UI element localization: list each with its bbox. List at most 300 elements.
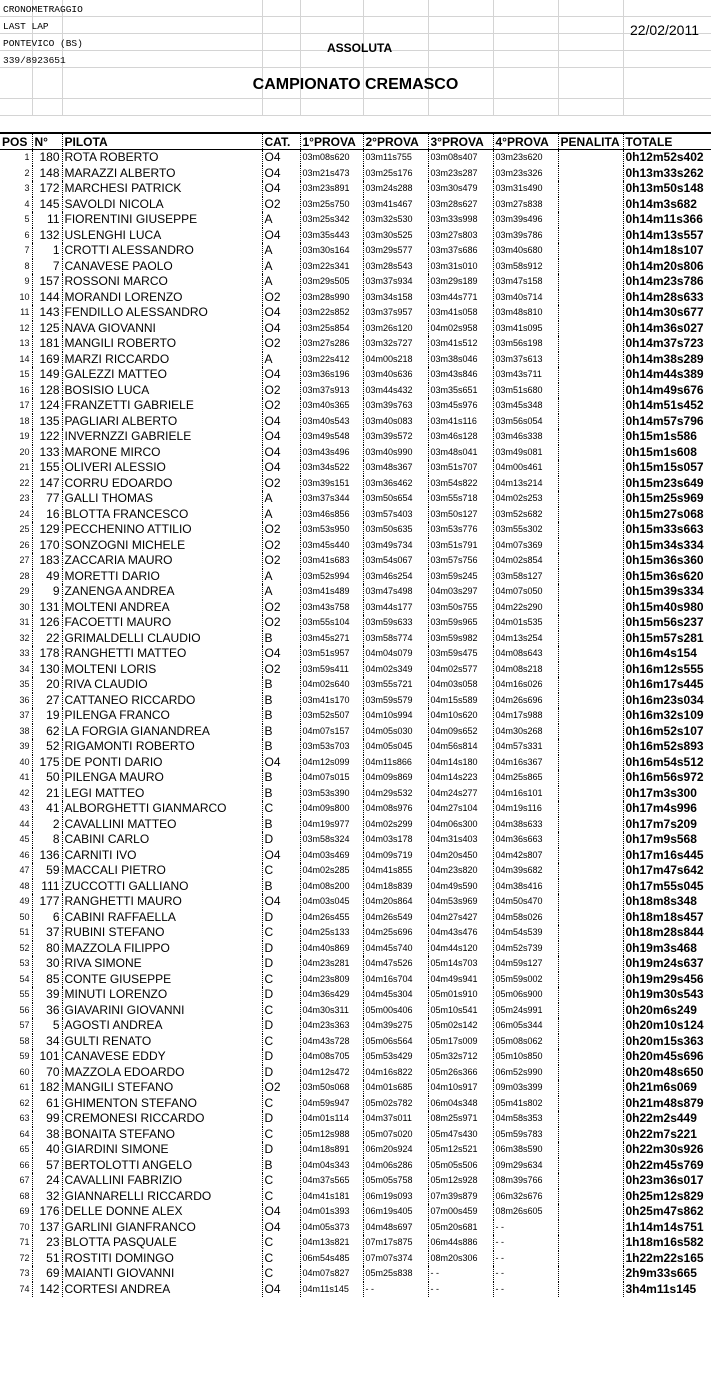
cell-pilot: MOLTENI LORIS bbox=[62, 662, 262, 678]
cell-total: 2h9m33s665 bbox=[623, 1266, 711, 1282]
cell-num: 39 bbox=[32, 987, 62, 1003]
cell-p2: 04m06s286 bbox=[363, 1158, 428, 1174]
cell-total: 0h14m20s806 bbox=[623, 259, 711, 275]
cell-p4: 06m32s676 bbox=[493, 1189, 558, 1205]
cell-p2: 04m26s549 bbox=[363, 910, 428, 926]
table-row bbox=[0, 956, 711, 972]
cell-pilot: GRIMALDELLI CLAUDIO bbox=[62, 631, 262, 647]
table-row bbox=[0, 553, 711, 569]
cell-p4: 04m07s050 bbox=[493, 584, 558, 600]
cell-p1: 03m23s891 bbox=[300, 181, 363, 197]
cell-penalty bbox=[558, 956, 623, 972]
table-row bbox=[0, 383, 711, 399]
cell-penalty bbox=[558, 786, 623, 802]
cell-cat: C bbox=[262, 801, 300, 817]
table-row bbox=[0, 569, 711, 585]
cell-p3: 04m27s104 bbox=[428, 801, 493, 817]
cell-p2: 03m24s288 bbox=[363, 181, 428, 197]
cell-num: 135 bbox=[32, 414, 62, 430]
table-row bbox=[0, 491, 711, 507]
cell-p3: 04m03s297 bbox=[428, 584, 493, 600]
cell-num: 77 bbox=[32, 491, 62, 507]
cell-p4: 05m10s850 bbox=[493, 1049, 558, 1065]
cell-p3: - - bbox=[428, 1266, 493, 1282]
cell-pilot: ROSTITI DOMINGO bbox=[62, 1251, 262, 1267]
cell-num: 32 bbox=[32, 1189, 62, 1205]
cell-p3: 03m35s651 bbox=[428, 383, 493, 399]
cell-p4: 03m37s613 bbox=[493, 352, 558, 368]
cell-p4: 04m19s116 bbox=[493, 801, 558, 817]
cell-p1: 03m37s913 bbox=[300, 383, 363, 399]
cell-p3: 03m37s686 bbox=[428, 243, 493, 259]
cell-p3: 03m54s822 bbox=[428, 476, 493, 492]
cell-p3: 05m32s712 bbox=[428, 1049, 493, 1065]
cell-cat: B bbox=[262, 631, 300, 647]
cell-p1: 04m12s099 bbox=[300, 755, 363, 771]
cell-penalty bbox=[558, 770, 623, 786]
cell-penalty bbox=[558, 460, 623, 476]
cell-num: 172 bbox=[32, 181, 62, 197]
cell-total: 0h14m44s389 bbox=[623, 367, 711, 383]
table-row bbox=[0, 1065, 711, 1081]
cell-penalty bbox=[558, 1158, 623, 1174]
cell-p2: 03m25s176 bbox=[363, 166, 428, 182]
cell-cat: B bbox=[262, 786, 300, 802]
cell-pilot: GHIMENTON STEFANO bbox=[62, 1096, 262, 1112]
cell-penalty bbox=[558, 941, 623, 957]
cell-p1: 04m36s429 bbox=[300, 987, 363, 1003]
cell-p3: 03m59s982 bbox=[428, 631, 493, 647]
cell-cat: C bbox=[262, 1096, 300, 1112]
cell-p4: 04m16s026 bbox=[493, 677, 558, 693]
cell-p3: 03m43s846 bbox=[428, 367, 493, 383]
cell-penalty bbox=[558, 1003, 623, 1019]
cell-p4: 03m43s711 bbox=[493, 367, 558, 383]
cell-p1: 03m53s950 bbox=[300, 522, 363, 538]
cell-cat: O4 bbox=[262, 166, 300, 182]
cell-penalty bbox=[558, 1034, 623, 1050]
cell-p2: 04m47s526 bbox=[363, 956, 428, 972]
cell-cat: B bbox=[262, 879, 300, 895]
cell-total: 0h15m56s237 bbox=[623, 615, 711, 631]
cell-p1: 04m43s728 bbox=[300, 1034, 363, 1050]
table-row bbox=[0, 197, 711, 213]
cell-p1: 04m12s472 bbox=[300, 1065, 363, 1081]
cell-pilot: CANAVESE PAOLO bbox=[62, 259, 262, 275]
cell-pos: 1 bbox=[24, 152, 30, 163]
cell-p3: 03m41s058 bbox=[428, 305, 493, 321]
cell-cat: O4 bbox=[262, 755, 300, 771]
cell-p2: 03m44s177 bbox=[363, 600, 428, 616]
cell-p4: 09m29s634 bbox=[493, 1158, 558, 1174]
cell-cat: B bbox=[262, 1158, 300, 1174]
cell-penalty bbox=[558, 538, 623, 554]
cell-cat: O2 bbox=[262, 383, 300, 399]
header-location: PONTEVICO (BS) bbox=[3, 38, 83, 49]
cell-pos: 2 bbox=[24, 167, 30, 178]
col-p1: 1°PROVA bbox=[300, 133, 363, 150]
cell-p3: 04m23s820 bbox=[428, 863, 493, 879]
cell-pilot: BOSISIO LUCA bbox=[62, 383, 262, 399]
cell-pilot: MORETTI DARIO bbox=[62, 569, 262, 585]
cell-pilot: PECCHENINO ATTILIO bbox=[62, 522, 262, 538]
cell-p2: 04m01s685 bbox=[363, 1080, 428, 1096]
cell-p4: 03m39s786 bbox=[493, 228, 558, 244]
cell-total: 1h18m16s582 bbox=[623, 1235, 711, 1251]
cell-num: 177 bbox=[32, 894, 62, 910]
table-row bbox=[0, 1173, 711, 1189]
cell-pilot: CABINI CARLO bbox=[62, 832, 262, 848]
cell-p2: 03m48s367 bbox=[363, 460, 428, 476]
cell-p3: 03m57s756 bbox=[428, 553, 493, 569]
cell-p2: 04m45s740 bbox=[363, 941, 428, 957]
table-row bbox=[0, 476, 711, 492]
cell-p2: 04m04s079 bbox=[363, 646, 428, 662]
cell-p3: 03m41s512 bbox=[428, 336, 493, 352]
cell-pos: 46 bbox=[19, 849, 30, 860]
table-row bbox=[0, 1220, 711, 1236]
cell-p3: 03m59s475 bbox=[428, 646, 493, 662]
cell-pos: 23 bbox=[19, 493, 30, 504]
cell-pos: 17 bbox=[19, 400, 30, 411]
cell-p3: 04m24s277 bbox=[428, 786, 493, 802]
cell-cat: O4 bbox=[262, 848, 300, 864]
cell-p1: 03m41s489 bbox=[300, 584, 363, 600]
cell-p2: 03m47s498 bbox=[363, 584, 428, 600]
table-row bbox=[0, 538, 711, 554]
cell-p3: 04m43s476 bbox=[428, 925, 493, 941]
cell-pilot: AGOSTI ANDREA bbox=[62, 1018, 262, 1034]
cell-num: 85 bbox=[32, 972, 62, 988]
cell-p2: 03m37s957 bbox=[363, 305, 428, 321]
cell-p3: 04m02s577 bbox=[428, 662, 493, 678]
cell-p3: 03m31s010 bbox=[428, 259, 493, 275]
table-row bbox=[0, 1189, 711, 1205]
cell-p4: 05m41s802 bbox=[493, 1096, 558, 1112]
cell-penalty bbox=[558, 863, 623, 879]
cell-p4: 04m38s633 bbox=[493, 817, 558, 833]
cell-total: 0h17m7s209 bbox=[623, 817, 711, 833]
cell-cat: O2 bbox=[262, 197, 300, 213]
table-row bbox=[0, 414, 711, 430]
cell-total: 0h16m4s154 bbox=[623, 646, 711, 662]
cell-penalty bbox=[558, 274, 623, 290]
cell-penalty bbox=[558, 1049, 623, 1065]
col-pilot: PILOTA bbox=[62, 133, 262, 150]
cell-num: 20 bbox=[32, 677, 62, 693]
cell-p4: 04m58s026 bbox=[493, 910, 558, 926]
cell-pilot: FACOETTI MAURO bbox=[62, 615, 262, 631]
cell-p1: 03m49s548 bbox=[300, 429, 363, 445]
cell-pos: 65 bbox=[19, 1144, 30, 1155]
cell-num: 52 bbox=[32, 739, 62, 755]
cell-num: 37 bbox=[32, 925, 62, 941]
cell-cat: O2 bbox=[262, 600, 300, 616]
table-row bbox=[0, 1266, 711, 1282]
cell-p3: - - bbox=[428, 1282, 493, 1298]
cell-p2: 07m17s875 bbox=[363, 1235, 428, 1251]
cell-pilot: CATTANEO RICCARDO bbox=[62, 693, 262, 709]
cell-cat: O4 bbox=[262, 1220, 300, 1236]
cell-p2: 03m55s721 bbox=[363, 677, 428, 693]
cell-p1: 03m58s324 bbox=[300, 832, 363, 848]
cell-penalty bbox=[558, 1282, 623, 1298]
cell-cat: O4 bbox=[262, 150, 300, 166]
cell-p4: 04m42s807 bbox=[493, 848, 558, 864]
cell-pos: 38 bbox=[19, 725, 30, 736]
cell-num: 178 bbox=[32, 646, 62, 662]
cell-p4: 04m17s988 bbox=[493, 708, 558, 724]
cell-penalty bbox=[558, 1235, 623, 1251]
cell-total: 0h15m40s980 bbox=[623, 600, 711, 616]
cell-pos: 33 bbox=[19, 648, 30, 659]
cell-pilot: CORRU EDOARDO bbox=[62, 476, 262, 492]
cell-total: 0h15m34s334 bbox=[623, 538, 711, 554]
cell-p2: 03m28s543 bbox=[363, 259, 428, 275]
cell-total: 0h14m11s366 bbox=[623, 212, 711, 228]
table-row bbox=[0, 1003, 711, 1019]
event-date: 22/02/2011 bbox=[629, 22, 699, 38]
cell-pos: 14 bbox=[19, 353, 30, 364]
cell-num: 170 bbox=[32, 538, 62, 554]
cell-pilot: PILENGA FRANCO bbox=[62, 708, 262, 724]
cell-total: 0h21m6s069 bbox=[623, 1080, 711, 1096]
cell-pos: 11 bbox=[20, 307, 30, 318]
cell-p1: 04m25s133 bbox=[300, 925, 363, 941]
cell-total: 0h14m49s676 bbox=[623, 383, 711, 399]
cell-pos: 7 bbox=[24, 245, 30, 256]
cell-p1: 04m23s809 bbox=[300, 972, 363, 988]
col-num: N° bbox=[32, 133, 62, 150]
cell-p2: 04m05s030 bbox=[363, 724, 428, 740]
cell-pilot: GALLI THOMAS bbox=[62, 491, 262, 507]
cell-penalty bbox=[558, 987, 623, 1003]
cell-p2: 03m58s774 bbox=[363, 631, 428, 647]
cell-pilot: CAVALLINI FABRIZIO bbox=[62, 1173, 262, 1189]
cell-penalty bbox=[558, 569, 623, 585]
cell-p1: 04m23s363 bbox=[300, 1018, 363, 1034]
cell-num: 41 bbox=[32, 801, 62, 817]
table-row bbox=[0, 770, 711, 786]
cell-p1: 03m08s620 bbox=[300, 150, 363, 166]
cell-penalty bbox=[558, 228, 623, 244]
cell-p1: 03m27s286 bbox=[300, 336, 363, 352]
table-row bbox=[0, 166, 711, 182]
table-row bbox=[0, 786, 711, 802]
cell-total: 0h15m57s281 bbox=[623, 631, 711, 647]
cell-penalty bbox=[558, 429, 623, 445]
cell-p2: 04m45s304 bbox=[363, 987, 428, 1003]
cell-total: 0h15m23s649 bbox=[623, 476, 711, 492]
cell-p4: 03m23s326 bbox=[493, 166, 558, 182]
cell-pilot: INVERNZZI GABRIELE bbox=[62, 429, 262, 445]
cell-num: 144 bbox=[32, 290, 62, 306]
cell-total: 0h25m12s829 bbox=[623, 1189, 711, 1205]
cell-penalty bbox=[558, 848, 623, 864]
cell-total: 0h14m13s557 bbox=[623, 228, 711, 244]
cell-p1: 03m41s683 bbox=[300, 553, 363, 569]
col-cat: CAT. bbox=[262, 133, 300, 150]
cell-penalty bbox=[558, 150, 623, 166]
cell-penalty bbox=[558, 615, 623, 631]
cell-p1: 03m46s856 bbox=[300, 507, 363, 523]
cell-p4: 04m02s854 bbox=[493, 553, 558, 569]
cell-total: 0h22m7s221 bbox=[623, 1127, 711, 1143]
cell-total: 0h18m8s348 bbox=[623, 894, 711, 910]
cell-p2: 04m02s299 bbox=[363, 817, 428, 833]
cell-p4: 04m08s643 bbox=[493, 646, 558, 662]
cell-num: 36 bbox=[32, 1003, 62, 1019]
table-row bbox=[0, 1096, 711, 1112]
cell-p2: 03m34s158 bbox=[363, 290, 428, 306]
cell-pos: 37 bbox=[19, 710, 30, 721]
cell-p2: 03m59s579 bbox=[363, 693, 428, 709]
table-row bbox=[0, 646, 711, 662]
cell-p2: 03m40s636 bbox=[363, 367, 428, 383]
cell-p3: 03m33s998 bbox=[428, 212, 493, 228]
cell-pos: 47 bbox=[19, 865, 30, 876]
cell-p2: 04m29s532 bbox=[363, 786, 428, 802]
cell-num: 2 bbox=[32, 817, 62, 833]
cell-pilot: CARNITI IVO bbox=[62, 848, 262, 864]
cell-pos: 61 bbox=[19, 1082, 30, 1093]
table-row bbox=[0, 1251, 711, 1267]
cell-pos: 59 bbox=[19, 1051, 30, 1062]
cell-num: 148 bbox=[32, 166, 62, 182]
results-body bbox=[0, 150, 711, 1298]
cell-pos: 73 bbox=[19, 1268, 30, 1279]
cell-p4: 04m13s254 bbox=[493, 631, 558, 647]
cell-pos: 45 bbox=[19, 834, 30, 845]
cell-p3: 04m10s917 bbox=[428, 1080, 493, 1096]
cell-p1: 04m01s114 bbox=[300, 1111, 363, 1127]
cell-p1: 04m05s373 bbox=[300, 1220, 363, 1236]
cell-penalty bbox=[558, 507, 623, 523]
cell-p3: 06m04s348 bbox=[428, 1096, 493, 1112]
cell-p3: 03m55s718 bbox=[428, 491, 493, 507]
cell-total: 0h14m57s796 bbox=[623, 414, 711, 430]
cell-pos: 50 bbox=[19, 911, 30, 922]
cell-p3: 04m27s427 bbox=[428, 910, 493, 926]
cell-pilot: PILENGA MAURO bbox=[62, 770, 262, 786]
cell-p2: 04m37s011 bbox=[363, 1111, 428, 1127]
cell-p4: 05m08s062 bbox=[493, 1034, 558, 1050]
cell-pos: 8 bbox=[24, 260, 30, 271]
table-row bbox=[0, 708, 711, 724]
table-row bbox=[0, 879, 711, 895]
cell-pos: 36 bbox=[19, 694, 30, 705]
cell-pos: 68 bbox=[19, 1190, 30, 1201]
cell-total: 0h17m9s568 bbox=[623, 832, 711, 848]
cell-p3: 05m01s910 bbox=[428, 987, 493, 1003]
cell-cat: O4 bbox=[262, 305, 300, 321]
cell-p4: 03m56s054 bbox=[493, 414, 558, 430]
cell-p4: 04m13s214 bbox=[493, 476, 558, 492]
cell-num: 122 bbox=[32, 429, 62, 445]
cell-num: 19 bbox=[32, 708, 62, 724]
cell-num: 155 bbox=[32, 460, 62, 476]
cell-pilot: GALEZZI MATTEO bbox=[62, 367, 262, 383]
cell-cat: O4 bbox=[262, 181, 300, 197]
cell-p2: 03m40s990 bbox=[363, 445, 428, 461]
cell-p2: 03m32s530 bbox=[363, 212, 428, 228]
cell-num: 130 bbox=[32, 662, 62, 678]
cell-p3: 04m06s300 bbox=[428, 817, 493, 833]
cell-p4: 03m40s680 bbox=[493, 243, 558, 259]
cell-p1: 04m09s800 bbox=[300, 801, 363, 817]
cell-p2: 06m20s924 bbox=[363, 1142, 428, 1158]
cell-p1: 03m40s543 bbox=[300, 414, 363, 430]
cell-pos: 71 bbox=[19, 1237, 30, 1248]
cell-p3: 03m23s287 bbox=[428, 166, 493, 182]
cell-p2: 03m29s577 bbox=[363, 243, 428, 259]
cell-p1: 03m39s151 bbox=[300, 476, 363, 492]
cell-penalty bbox=[558, 336, 623, 352]
cell-p3: 04m31s403 bbox=[428, 832, 493, 848]
cell-p1: 04m19s977 bbox=[300, 817, 363, 833]
cell-total: 0h14m30s677 bbox=[623, 305, 711, 321]
cell-num: 38 bbox=[32, 1127, 62, 1143]
cell-total: 0h14m36s027 bbox=[623, 321, 711, 337]
cell-p3: 03m45s976 bbox=[428, 398, 493, 414]
cell-pilot: RUBINI STEFANO bbox=[62, 925, 262, 941]
cell-cat: A bbox=[262, 212, 300, 228]
cell-total: 0h14m38s289 bbox=[623, 352, 711, 368]
cell-penalty bbox=[558, 677, 623, 693]
cell-pos: 6 bbox=[24, 229, 30, 240]
cell-num: 133 bbox=[32, 445, 62, 461]
cell-total: 0h19m3s468 bbox=[623, 941, 711, 957]
cell-num: 16 bbox=[32, 507, 62, 523]
cell-p1: 03m41s170 bbox=[300, 693, 363, 709]
table-row bbox=[0, 1049, 711, 1065]
cell-pilot: DELLE DONNE ALEX bbox=[62, 1204, 262, 1220]
cell-total: 0h14m23s786 bbox=[623, 274, 711, 290]
cell-pos: 20 bbox=[19, 446, 30, 457]
cell-penalty bbox=[558, 383, 623, 399]
cell-num: 176 bbox=[32, 1204, 62, 1220]
cell-p3: 03m38s046 bbox=[428, 352, 493, 368]
cell-p3: 03m27s803 bbox=[428, 228, 493, 244]
cell-num: 99 bbox=[32, 1111, 62, 1127]
cell-pos: 22 bbox=[19, 477, 30, 488]
cell-pilot: SAVOLDI NICOLA bbox=[62, 197, 262, 213]
cell-p1: 03m37s344 bbox=[300, 491, 363, 507]
cell-total: 0h17m3s300 bbox=[623, 786, 711, 802]
cell-penalty bbox=[558, 646, 623, 662]
cell-p1: 04m08s200 bbox=[300, 879, 363, 895]
cell-penalty bbox=[558, 693, 623, 709]
cell-p1: 03m28s990 bbox=[300, 290, 363, 306]
cell-num: 1 bbox=[32, 243, 62, 259]
cell-penalty bbox=[558, 445, 623, 461]
cell-num: 5 bbox=[32, 1018, 62, 1034]
cell-pos: 51 bbox=[19, 927, 30, 938]
cell-p4: 04m00s461 bbox=[493, 460, 558, 476]
cell-total: 0h15m33s663 bbox=[623, 522, 711, 538]
cell-p1: 03m40s365 bbox=[300, 398, 363, 414]
cell-total: 0h20m48s650 bbox=[623, 1065, 711, 1081]
cell-num: 70 bbox=[32, 1065, 62, 1081]
cell-pilot: BLOTTA FRANCESCO bbox=[62, 507, 262, 523]
cell-pilot: LA FORGIA GIANANDREA bbox=[62, 724, 262, 740]
cell-pilot: MARONE MIRCO bbox=[62, 445, 262, 461]
cell-p2: 04m11s866 bbox=[363, 755, 428, 771]
cell-pos: 58 bbox=[19, 1035, 30, 1046]
cell-pilot: RANGHETTI MATTEO bbox=[62, 646, 262, 662]
cell-p2: 03m30s525 bbox=[363, 228, 428, 244]
cell-cat: O2 bbox=[262, 553, 300, 569]
